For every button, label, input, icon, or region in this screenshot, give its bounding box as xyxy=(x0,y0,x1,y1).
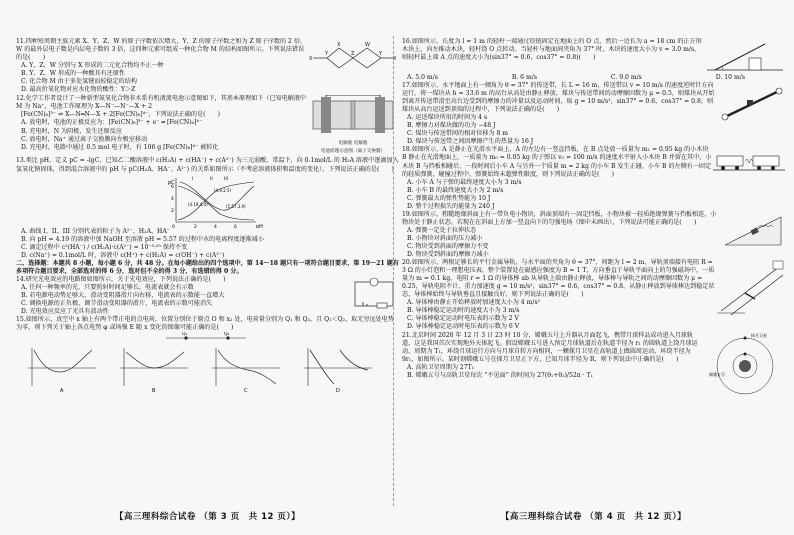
q12-figure-caption: 电池原理示意图（离子交换膜） xyxy=(320,149,386,155)
q13-x-axis-label: pH xyxy=(256,223,263,228)
q18-option-d: D. 整个过程损失的能量为 240 J xyxy=(407,202,495,210)
section-2-instructions: 二、选择题：本题共 8 小题，每小题 6 分，共 48 分。在每小题给出的四个选项中，第 14～18 题只有一项符合题目要求，第 19～21 题有多项符合题目要求，全部选对的得 6 分，选对但不全的得 3 分，有选错的得 0 分。 xyxy=(16,259,399,275)
q15-graph-b-label: B xyxy=(152,388,156,395)
q13-option-c: C. 滴定过程中 c²(HA⁻) / c(H₂A)·c(A²⁻) = 10⁻⁵·⁵⁵ 保持不变 xyxy=(21,243,188,251)
q13-x-tick-6: 6 xyxy=(234,224,237,228)
q13-option-b: B. 向 pH = 4.19 的溶液中加 NaOH 至溶液 pH = 5.57 的过程中水的电离程度逐渐减小 xyxy=(21,235,264,243)
q13-point-a: (4.19,4.4) xyxy=(188,201,208,207)
q16-option-d: D. 10 m/s xyxy=(715,74,745,81)
q18-option-c: C. 弹簧最大的弹性势能为 10 J xyxy=(407,194,491,202)
q21-option-b: B. 嫦娥五号与高轨卫星每次 “不见面” 的时间为 27(θ₁+θ₂)/52π · T₁ xyxy=(407,371,594,379)
q21-label-lunar-satellite: 探月卫星 xyxy=(751,332,767,338)
q19-option-c: C. 物块受到斜面的摩擦力不变 xyxy=(407,242,489,250)
q15-graph-a xyxy=(28,348,96,394)
q14-option-a: A. 任何一种频率的光，只要照射时间足够长，电流表就会有示数 xyxy=(21,283,194,291)
q20-stem: 20.如图所示，两根足够长的平行金属导轨，与水平面的夹角为 θ = 37°，间距为 l = 2 m，导轨顶端接有电阻 R = 3 Ω 的小灯泡和一理想电压表，整个装置处在磁感应强度为 B = 1 T，方向垂直于导轨平面向上的匀强磁场中，一质量为 m = 0.1 kg、电阻 r = 1 Ω 的导体棒 ab 从导轨上端由静止释放，导体棒与导轨之间的动摩擦因数为 μ = 0.25，导轨电阻不计，重力加速度 g = 10 m/s²，sin37° = 0.6，cos37° = 0.8。从静止释放到导体棒达到稳定状态，导体棒始终与导轨垂直且接触良好，则下列说法正确的是( ) xyxy=(402,259,715,299)
q21-option-a: A. 高轨卫星周期为 27T₁ xyxy=(407,363,475,371)
q12-option-b: B. 充电时，N 为阴极，发生还原反应 xyxy=(21,127,122,135)
q17-option-c: C. 煤块与传送带间的相对位移为 8 m xyxy=(407,130,509,138)
q15-graph-d-label: D xyxy=(336,388,340,395)
q13-point-c: (4.9,2.5) xyxy=(214,187,232,193)
q13-curve-label-1: I xyxy=(192,176,194,182)
question-15 xyxy=(16,316,399,394)
right-column xyxy=(402,38,785,504)
q13-pc-ph-chart xyxy=(16,174,399,228)
left-column xyxy=(16,38,399,504)
q12-option-d: D. 充电时，电路中通过 0.5 mol 电子时，有 106 g [Fe(CN)₆]⁴⁻ 被转化 xyxy=(21,143,219,151)
q17-stem: 17.如图所示，水平地面上有一倾角为 θ = 37° 的传送带，长 L = 16 m，传送带以 v = 10 m/s 的速度逆时针方向运行，将一煤块从 h = 33.6 m 的高台从高处由静止释放，煤块与传送带间的动摩擦因数为 μ = 0.5，则煤块从开始到离开传送带滑至高台边受到的摩擦力的冲量以及运动时间，取 g = 10 m/s²，sin37° = 0.6，cos37° = 0.8，则煤块从高台运送到顶端的过程中，下列说法正确的是( ) xyxy=(402,82,715,114)
q14-option-b: B. 若电源电动势足够大，滑动变阻器滑片向右移，电流表的示数能一直增大 xyxy=(21,291,225,299)
q19-incline-figure xyxy=(721,211,785,249)
q20-option-d: D. 导体棒稳定运动时电压表的示数为 6 V xyxy=(407,323,520,331)
q18-option-b: B. 小车 B 的最终速度大小为 2 m/s xyxy=(407,186,504,194)
q13-x-tick-0: 0 xyxy=(172,224,175,228)
svg-text:X: X xyxy=(393,56,397,62)
q11-stem: 11.四种短周期主族元素 X、Y、Z、W 的原子序数依次增大，Y、Z 的原子序数之和为 Z 原子序数的 2 倍，W 的最外层电子数是内层电子数的 3 倍，这四种元素可组成一种化合物 M 的结构如图所示。下列说法错误的是( ) xyxy=(16,38,307,62)
q16-stem: 16.如图所示，长度为 l = 1 m 的轻杆一端通过铰链固定在地面上的 O 点，然后一边长为 a = 18 cm 的正方形木块上，向左推动木块，轻杆绕 O 点转动。当轻杆与地面间夹角为 37° 时，木块的速度大小为 v = 3.0 m/s，则轻杆最上端 A 点的速度大小为(sin37° = 0.6，cos37° = 0.8)( ) xyxy=(402,38,702,62)
q13-x-tick-2: 2 xyxy=(194,224,197,228)
q16-options xyxy=(402,74,785,82)
q13-curve-label-3: III xyxy=(224,176,228,182)
right-page-footer: 【高三理科综合试卷 （第 4 页 共 12 页）】 xyxy=(500,512,687,522)
q21-orbit-figure xyxy=(705,332,785,396)
q15-graph-a-label: A xyxy=(60,388,64,395)
question-12 xyxy=(16,95,399,156)
question-21 xyxy=(402,332,785,396)
q18-option-a: A. 小车 A 与子弹的最终速度大小为 3 m/s xyxy=(407,178,522,186)
question-16 xyxy=(402,38,785,74)
q14-option-d: D. 光电效应反应了光具有波动性 xyxy=(21,308,109,316)
q20-rail-figure xyxy=(715,259,785,317)
q20-option-a: A. 导体棒由静止开始释放时加速度大小为 4 m/s² xyxy=(407,299,541,307)
svg-text:Z: Z xyxy=(351,51,355,57)
q13-y-tick-6: 6 xyxy=(171,184,174,190)
q11-option-a: A. Y、Z、W 分别与 X 形成的二元化合物均不止一种 xyxy=(21,62,164,70)
q15-charge-axis xyxy=(166,332,246,340)
q19-option-d: D. 物块受到斜面的摩擦力减小 xyxy=(407,251,489,259)
q16-option-b: B. 6 m/s xyxy=(511,74,537,81)
q21-stem: 21.北京时间 2020 年 12 月 3 日 23 时 10 分，嫦娥五号上升器从月面起飞，携带月球样品成功进入月球轨道，这是我国首次实现地外天体起飞。假设嫦娥五号进入预定月球轨道后在轨道半径为 r₁ 的圆轨道上绕月球运动，周期为 T₁，环绕月球运行方向与月球自转方向相同，一颗探月卫星在高轨道上做圆周运动，环绕半径为 9r₁，如图所示。某时刻嫦娥五号在探月卫星正下方，已知月球半径为 R，则下列说法中正确的是( ) xyxy=(402,331,698,363)
q13-option-a: A. 曲线 I、II、III 分别代表的粒子为 A²⁻、H₂A、HA⁻ xyxy=(21,227,170,235)
q15-graph-c xyxy=(212,348,280,394)
q19-stem: 19.如图所示，粗糙绝缘斜面上有一带负电小物块，斜面顶端有一固定挡板，小物块被一轻质绝缘弹簧与挡板相连，小物块处于静止状态。若现在在斜面上方加一竖直向下的匀强电场（图中未画出），下列说法可能正确的是( ) xyxy=(402,210,717,226)
q17-conveyor-figure xyxy=(719,82,785,122)
svg-text:Y: Y xyxy=(379,51,383,57)
q12-cell-figure xyxy=(307,95,399,156)
q13-curve-label-2: II xyxy=(210,176,213,182)
q14-stem: 14.研究光电效应的电路图如图所示，关于光电效应，下列说法正确的是( ) xyxy=(16,275,226,283)
q15-graph-d xyxy=(304,348,372,394)
q13-y-axis-label: pC xyxy=(168,179,175,186)
q15-graph-c-label: C xyxy=(244,388,248,395)
q13-y-tick-4: 4 xyxy=(171,196,174,202)
left-page-footer: 【高三理科综合试卷 （第 3 页 共 12 页）】 xyxy=(114,512,301,522)
q18-carts-figure xyxy=(713,146,785,176)
q11-option-b: B. Y、Z、W 形成的一种酸具有还原性 xyxy=(21,70,126,78)
question-11 xyxy=(16,38,399,94)
q16-rod-figure xyxy=(705,38,785,74)
q19-option-b: B. 小物块对斜面的压力减小 xyxy=(407,234,483,242)
q11-option-d: D. 最高价氧化物对应水化物的酸性：Y＞Z xyxy=(21,86,136,94)
svg-text:X: X xyxy=(337,42,341,48)
q21-label-chang-e: 嫦娥五号 xyxy=(709,371,725,377)
q17-option-a: A. 运送煤块所用的时间为 4 s xyxy=(407,114,488,122)
question-14 xyxy=(16,276,399,316)
q13-point-b: (5.57,3.9) xyxy=(226,203,246,209)
question-18 xyxy=(402,146,785,210)
q17-option-b: B. 摩擦力对煤块做的功为 −48 J xyxy=(407,122,496,130)
q14-circuit-figure xyxy=(349,276,399,312)
q19-option-a: A. 弹簧一定处于拉伸状态 xyxy=(407,226,477,234)
q17-option-d: D. 煤块与传送带之间因摩擦产生的热量为 16 J xyxy=(407,138,534,146)
question-20 xyxy=(402,259,785,331)
q20-option-c: C. 导体棒稳定运动时电压表的示数为 2 V xyxy=(407,315,519,323)
q15-graph-b xyxy=(120,348,188,394)
q12-option-c: C. 放电时，Na⁺ 通过离子交换膜向左极室移动 xyxy=(21,135,148,143)
column-divider xyxy=(393,36,394,506)
q13-option-d: D. c(Na⁺) = 0.1mol/L 时，溶液中 c(H⁺) + c(H₂A) = c(OH⁻) + c(A²⁻) xyxy=(21,251,225,259)
q12-equation: [Fe(CN)₆]³⁻ ⇌ X—N═N—X + 2[Fe(CN)₆]⁴⁻，下列说法正确的是( ) xyxy=(21,111,221,119)
question-19 xyxy=(402,211,785,259)
q13-y-tick-2: 2 xyxy=(171,208,174,214)
q16-option-c: C. 9.0 m/s xyxy=(610,74,642,81)
q15-graph-options xyxy=(16,332,399,394)
q12-figure-label: 电解液 电解液 xyxy=(338,141,368,147)
q15-q2-label: Q₂ xyxy=(224,332,230,338)
q16-option-a: A. 5.0 m/s xyxy=(407,74,438,81)
svg-text:W: W xyxy=(365,42,370,48)
question-17 xyxy=(402,82,785,146)
q12-option-a: A. 放电时，电池的正极反应为：[Fe(CN)₆]³⁻ + e⁻ ═ [Fe(CN)₆]⁴⁻ xyxy=(21,119,203,127)
q13-x-tick-4: 4 xyxy=(214,224,217,228)
q12-stem: 12.化学工作者设计了一种新型氮氧化合物非水系有机液流电池示意图如下，其基本原理如下（已知电解液中 M 为 Na⁺，电池工作原理为 X—N⁻—N⁻—X + 2 xyxy=(16,95,307,111)
q11-option-c: C. 化合物 M 由于多处氢键而较稳定的结构 xyxy=(21,78,137,86)
svg-text:X: X xyxy=(309,56,313,62)
q15-q1-label: Q₁ xyxy=(182,332,188,338)
q15-stem: 15.如图所示，真空中 x 轴上有两个带正电的点电荷，位置分别位于原点 O 和 x₂ 处，电荷量分别为 Q₁ 和 Q₂，且 Q₁＜Q₂，取无穷远处电势为零，则下列关于轴上各点电势 φ 或场强 E 随 x 变化的图像可能正确的是( ) xyxy=(16,316,394,332)
q20-option-b: B. 导体棒稳定运动时的速度大小为 3 m/s xyxy=(407,307,520,315)
svg-text:Y: Y xyxy=(325,51,329,57)
q18-stem: 18.如图所示，A 是静止在光滑水平面上，A 的左边有一竖直挡板，在 B 点处放一质量为 m₁ = 0.95 kg 的小木块 B 静止在光滑地面上，一质量为 m₀ = 0.05 kg 的子弹以 v₀ = 100 m/s 的速度水平射入小木块 B 并留在其中，小木块 B 与挡板相碰后，一段时间后小车 A 与另外一个质量 m = 2 kg 的小车 B 发生正碰，小车 B 的左侧有一固定的轻质弹簧，碰撞过程中，弹簧始终未超弹性限度，则下列说法正确的是( ) xyxy=(402,146,712,178)
question-13 xyxy=(16,157,399,259)
q14-option-c: C. 调换电源的正负极，调节滑动变阻器的滑片，电流表的示数可能消失 xyxy=(21,299,213,307)
q13-stem: 13.类比 pH，定义 pC = -lgC，已知乙二酸溶液中 c(H₂A) + c(HA⁻) + c(A²⁻) 为三元弱酸，常温下，向 0.1mol/L 的 H₂A 溶液中逐滴加入氢氧化钠固体，得到混合溶液中的 pH 与 pC(H₂A、HA⁻、A²⁻) 的关系如图所示（不考虑溶液体积和温度的变化），下列说法正确的是( ) xyxy=(16,157,399,173)
q11-structure-figure xyxy=(307,38,399,78)
